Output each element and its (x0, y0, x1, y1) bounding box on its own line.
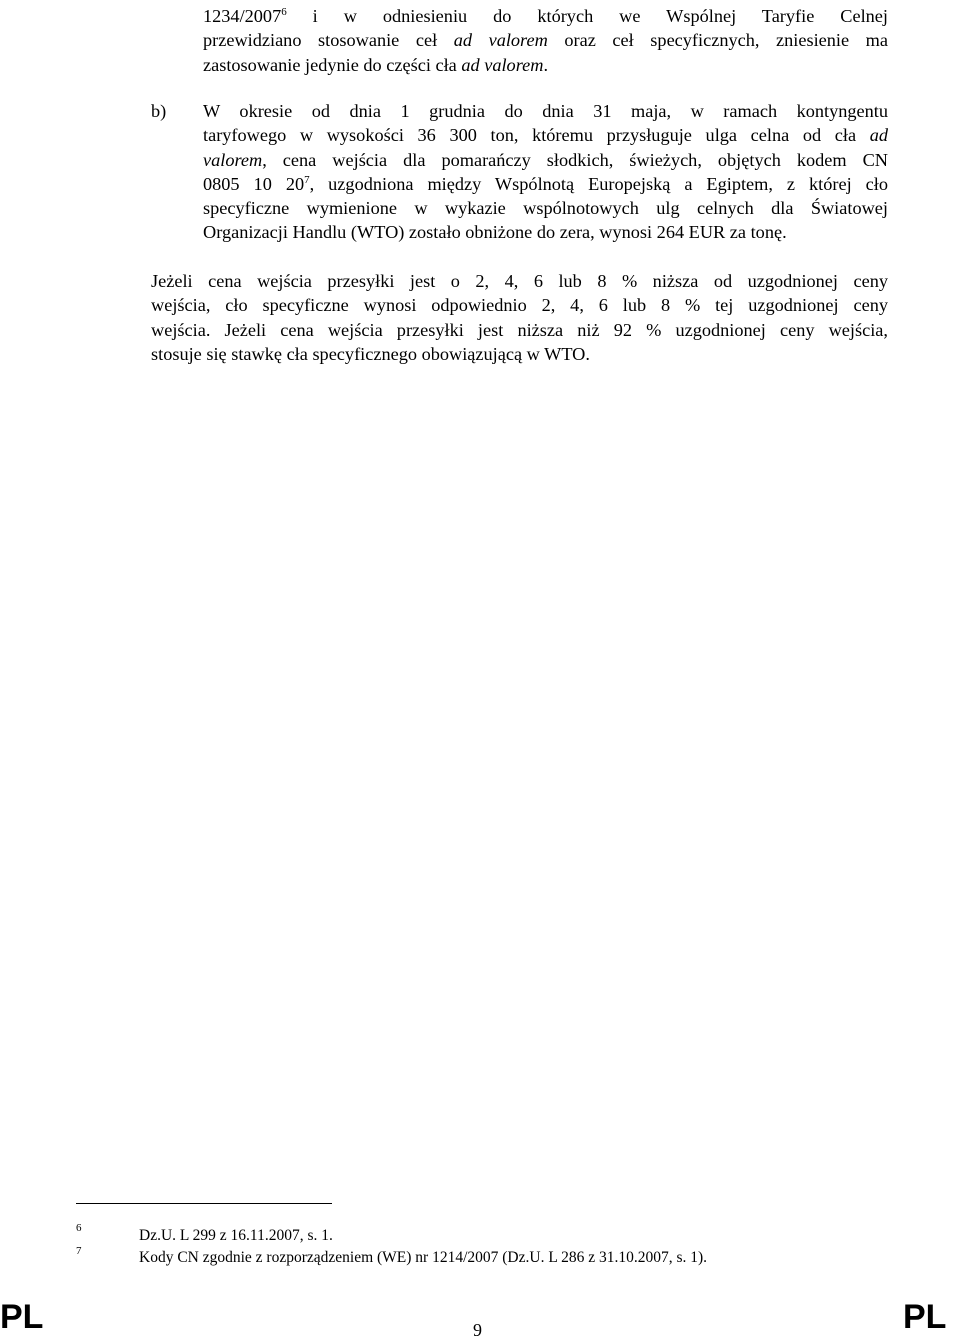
footer-language-left: PL (0, 1298, 44, 1336)
paragraph-b (203, 99, 888, 245)
text-line: W okresie od dnia 1 grudnia do dnia 31 maja, w ramach kontyngentu (203, 101, 888, 121)
footnote-number: 7 (76, 1245, 82, 1257)
list-marker-b: b) (151, 101, 167, 121)
footnote-text: Kody CN zgodnie z rozporządzeniem (WE) nr 1214/2007 (Dz.U. L 286 z 31.10.2007, s. 1). (139, 1249, 708, 1266)
text-line: wejścia. Jeżeli cena wejścia przesyłki jest niższa niż 92 % uzgodnionej ceny wejścia, (151, 319, 888, 340)
text-line: zastosowanie jedynie do części cła ad valorem. (203, 54, 549, 75)
text-line: specyficzne wymienione w wykazie wspólnotowych ulg celnych dla Światowej (203, 198, 888, 219)
text-line: taryfowego w wysokości 36 300 ton, któremu przysługuje ulga celna od cła ad (203, 125, 888, 146)
footnote-number: 6 (76, 1222, 82, 1234)
text-line: 1234/2007$^6$ i w odniesieniu do których we Wspólnej Taryfie Celnej (203, 6, 888, 26)
page-number: 9 (473, 1320, 482, 1340)
text-line: 0805 10 $20^7$, uzgodniona między Wspólnotą Europejską a Egiptem, z której cło (203, 173, 888, 194)
paragraph-a-continuation (203, 4, 888, 77)
footnote-separator (76, 1203, 332, 1204)
text-line: stosuje się stawkę cła specyficznego obowiązującą w WTO. (151, 343, 590, 364)
footnote-text: Dz.U. L 299 z 16.11.2007, s. 1. (139, 1227, 333, 1244)
paragraph-entry-price (151, 269, 888, 366)
text-line: Organizacji Handlu (WTO) zostało obniżone do zera, wynosi 264 EUR za tonę. (203, 222, 787, 243)
footnote-ref-6[interactable]: 6 (281, 6, 287, 18)
footer-language-right: PL (903, 1298, 947, 1336)
text-line: wejścia, cło specyficzne wynosi odpowiednio 2, 4, 6 lub 8 % tej uzgodnionej ceny (151, 295, 888, 316)
text-line: Jeżeli cena wejścia przesyłki jest o 2, 4, 6 lub 8 % niższa od uzgodnionej ceny (151, 271, 888, 291)
text-line: valorem, cena wejścia dla pomarańczy słodkich, świeżych, objętych kodem CN (203, 149, 888, 170)
footnote-ref-7[interactable]: 7 (304, 173, 310, 186)
text-line: przewidziano stosowanie ceł ad valorem oraz ceł specyficznych, zniesienie ma (203, 30, 889, 51)
